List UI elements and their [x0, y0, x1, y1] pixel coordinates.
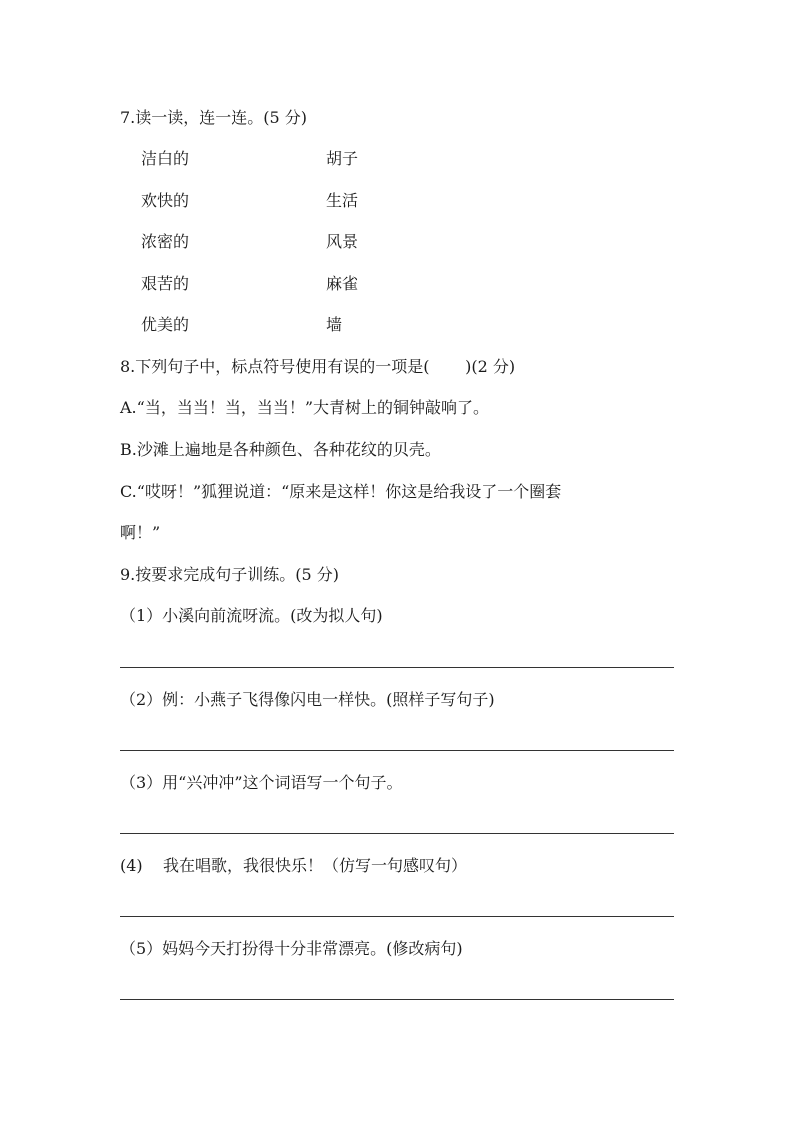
q7-left-word-3: 浓密的 [141, 232, 190, 251]
answer-line-2[interactable] [120, 750, 674, 751]
answer-line-5[interactable] [120, 999, 674, 1000]
q7-right-word-5: 墙 [326, 315, 343, 334]
q8-option-b: B.沙滩上遍地是各种颜色、各种花纹的贝壳。 [120, 440, 441, 459]
q9-item-2: （2）例：小燕子飞得像闪电一样快。(照样子写句子) [120, 690, 495, 709]
q7-right-word-3: 风景 [326, 232, 359, 251]
q9-item-5: （5）妈妈今天打扮得十分非常漂亮。(修改病句) [120, 939, 463, 958]
question-9-title: 9.按要求完成句子训练。(5 分) [120, 565, 340, 584]
answer-line-4[interactable] [120, 916, 674, 917]
q8-option-c-line-2: 啊！” [120, 523, 161, 542]
q7-right-word-4: 麻雀 [326, 274, 359, 293]
q7-right-word-1: 胡子 [326, 149, 359, 168]
question-7-title: 7.读一读，连一连。(5 分) [120, 108, 308, 127]
q9-item-3: （3）用“兴冲冲”这个词语写一个句子。 [120, 773, 403, 792]
q7-right-word-2: 生活 [326, 191, 359, 210]
q9-item-4: (4) 我在唱歌，我很快乐！（仿写一句感叹句） [120, 856, 468, 875]
answer-line-1[interactable] [120, 667, 674, 668]
q8-option-c-line-1: C.“哎呀！”狐狸说道：“原来是这样！你这是给我设了一个圈套 [120, 482, 562, 501]
q8-option-a: A.“当，当当！当，当当！”大青树上的铜钟敲响了。 [120, 398, 490, 417]
q7-left-word-2: 欢快的 [141, 191, 190, 210]
question-8-title: 8.下列句子中，标点符号使用有误的一项是( )(2 分) [120, 357, 516, 376]
answer-line-3[interactable] [120, 833, 674, 834]
q7-left-word-1: 洁白的 [141, 149, 190, 168]
q7-left-word-5: 优美的 [141, 315, 190, 334]
q9-item-1: （1）小溪向前流呀流。(改为拟人句) [120, 606, 383, 625]
q7-left-word-4: 艰苦的 [141, 274, 190, 293]
